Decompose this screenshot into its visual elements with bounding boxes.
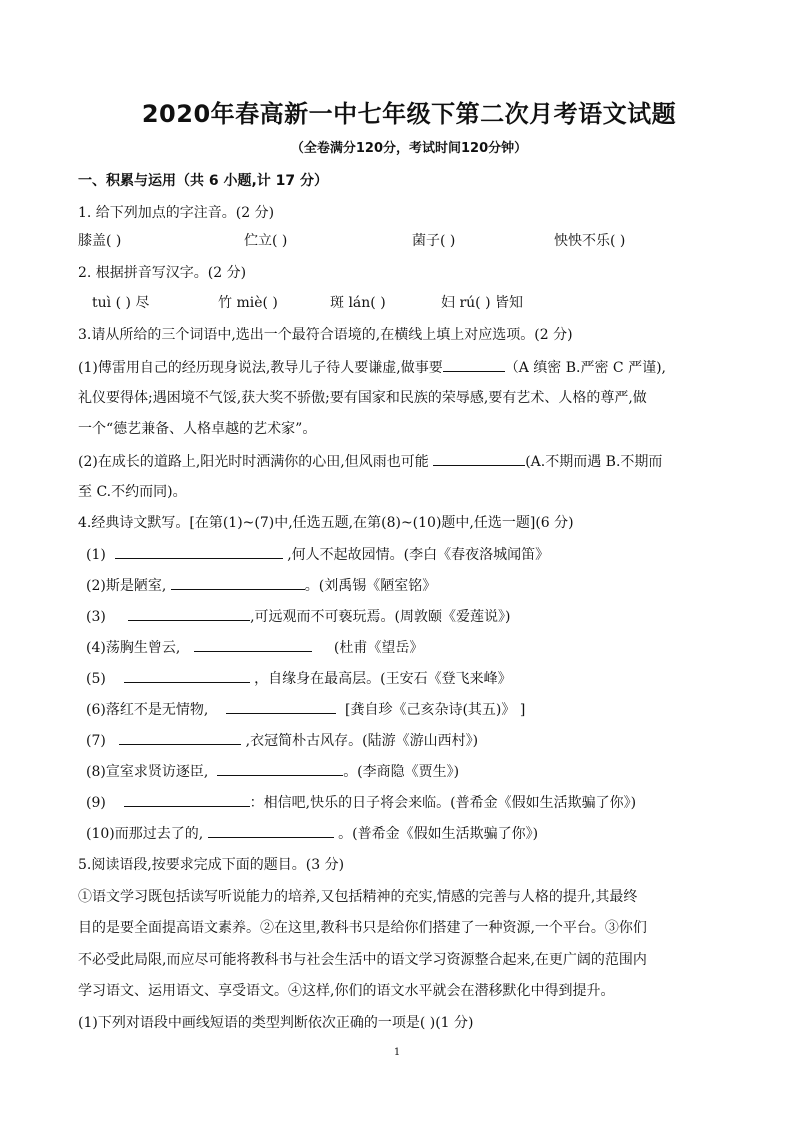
q4-line-8-text: 。(李商隐《贾生》) bbox=[343, 764, 460, 780]
section-heading: 一、积累与运用（共 6 小题,计 17 分） bbox=[78, 173, 329, 189]
exam-subtitle: （全卷满分120分，考试时间120分钟） bbox=[290, 141, 528, 156]
q2-item-4: 妇 rú( ) 皆知 bbox=[441, 295, 523, 311]
q4-line-1-label: (1) bbox=[86, 547, 106, 563]
question-4-stem: 4.经典诗文默写。[在第(1)~(7)中,任选五题,在第(8)~(10)题中,任选一题](6 分) bbox=[78, 515, 574, 531]
answer-blank[interactable] bbox=[433, 451, 525, 466]
q4-line-9 bbox=[86, 792, 636, 813]
q4-line-10 bbox=[86, 823, 538, 844]
q3-part1-line1 bbox=[78, 357, 666, 378]
q3-part2-line2: 至 C.不约而同)。 bbox=[78, 484, 187, 500]
q4-line-2-label: (2)斯是陋室, bbox=[86, 578, 167, 594]
q1-item-2: 伫立( ) bbox=[244, 233, 288, 249]
q5-paragraph-line-4: 学习语文、运用语文、享受语文。④这样,你们的语文水平就会在潜移默化中得到提升。 bbox=[78, 983, 615, 999]
answer-blank[interactable] bbox=[443, 357, 505, 372]
q2-item-2: 竹 miè( ) bbox=[218, 295, 278, 311]
q4-line-4-label: (4)荡胸生曾云, bbox=[86, 640, 181, 656]
answer-blank[interactable] bbox=[208, 823, 334, 838]
q4-line-5-text: ，自缘身在最高层。(王安石《登飞来峰》 bbox=[254, 671, 512, 687]
page-number: 1 bbox=[393, 1047, 401, 1058]
answer-blank[interactable] bbox=[217, 761, 343, 776]
answer-blank[interactable] bbox=[128, 606, 250, 621]
q3-part2-text-a: (2)在成长的道路上,阳光时时洒满你的心田,但风雨也可能 bbox=[78, 454, 429, 470]
q4-line-9-label: (9) bbox=[86, 795, 106, 811]
q4-line-10-text: 。(普希金《假如生活欺骗了你》) bbox=[338, 826, 539, 842]
q5-paragraph-line-1: ①语文学习既包括读写听说能力的培养,又包括精神的充实,情感的完善与人格的提升,其最终 bbox=[78, 889, 638, 905]
q5-paragraph-line-2: 目的是要全面提高语文素养。②在这里,教科书只是给你们搭建了一种资源,一个平台。③你们 bbox=[78, 920, 647, 936]
answer-blank[interactable] bbox=[119, 730, 241, 745]
q4-line-3-label: (3) bbox=[86, 609, 106, 625]
q4-line-6 bbox=[86, 699, 525, 720]
answer-blank[interactable] bbox=[124, 668, 250, 683]
q4-line-10-label: (10)而那过去了的, bbox=[86, 826, 204, 842]
q4-line-2 bbox=[86, 575, 436, 596]
q5-subquestion-1: (1)下列对语段中画线短语的类型判断依次正确的一项是( )(1 分) bbox=[78, 1015, 474, 1031]
q4-line-3-text: ,可远观而不可亵玩焉。(周敦颐《爱莲说》) bbox=[250, 609, 511, 625]
q3-part2-text-b: (A.不期而遇 B.不期而 bbox=[525, 454, 663, 470]
q4-line-7-text: ,衣冠简朴古风存。(陆游《游山西村》) bbox=[245, 733, 479, 749]
q4-line-1-text: ,何人不起故园情。(李白《春夜洛城闻笛》 bbox=[287, 547, 550, 563]
q4-line-7 bbox=[86, 730, 478, 751]
q4-line-7-label: (7) bbox=[86, 733, 106, 749]
q5-paragraph-line-3: 不必受此局限,而应尽可能将教科书与社会生活中的语文学习资源整合起来,在更广阔的范围内 bbox=[78, 952, 647, 968]
q4-line-2-text: 。(刘禹锡《陋室铭》 bbox=[304, 578, 437, 594]
q3-part1-line2: 礼仪要得体;遇困境不气馁,获大奖不骄傲;要有国家和民族的荣辱感,要有艺术、人格的尊严,做 bbox=[78, 390, 647, 406]
answer-blank[interactable] bbox=[171, 575, 305, 590]
question-3-stem: 3.请从所给的三个词语中,选出一个最符合语境的,在横线上填上对应选项。(2 分) bbox=[78, 327, 573, 343]
q2-item-1: tuì ( ) 尽 bbox=[92, 295, 150, 311]
q4-line-5-label: (5) bbox=[86, 671, 106, 687]
q4-line-6-label: (6)落红不是无情物, bbox=[86, 702, 209, 718]
q4-line-6-text: [龚自珍《己亥杂诗(其五)》 ] bbox=[345, 702, 526, 718]
q4-line-4-text: (杜甫《望岳》 bbox=[333, 640, 424, 656]
q3-part1-text-a: (1)傅雷用自己的经历现身说法,教导儿子待人要谦虚,做事要 bbox=[78, 360, 443, 376]
q4-line-4 bbox=[86, 637, 423, 658]
q1-item-1: 膝盖( ) bbox=[78, 233, 122, 249]
q3-part1-text-b: （A 缜密 B.严密 C 严谨), bbox=[504, 360, 667, 376]
answer-blank[interactable] bbox=[194, 637, 312, 652]
page-title: 2020年春高新一中七年级下第二次月考语文试题 bbox=[141, 100, 677, 128]
q4-line-8-label: (8)宣室求贤访逐臣, bbox=[86, 764, 209, 780]
answer-blank[interactable] bbox=[124, 792, 250, 807]
q1-item-4: 怏怏不乐( ) bbox=[554, 233, 626, 249]
q1-item-3: 菌子( ) bbox=[412, 233, 456, 249]
q3-part2-line1 bbox=[78, 451, 662, 472]
q2-item-3: 斑 lán( ) bbox=[330, 295, 386, 311]
answer-blank[interactable] bbox=[226, 699, 336, 714]
q3-part1-line3: 一个“德艺兼备、人格卓越的艺术家”。 bbox=[78, 421, 317, 437]
question-1-stem: 1. 给下列加点的字注音。(2 分) bbox=[78, 205, 275, 221]
q4-line-9-text: ：相信吧,快乐的日子将会来临。(普希金《假如生活欺骗了你》) bbox=[249, 795, 637, 811]
question-2-stem: 2. 根据拼音写汉字。(2 分) bbox=[78, 265, 247, 281]
q4-line-5 bbox=[86, 668, 512, 689]
q4-line-8 bbox=[86, 761, 459, 782]
q4-line-1 bbox=[86, 544, 549, 565]
q4-line-3 bbox=[86, 606, 510, 627]
question-5-stem: 5.阅读语段,按要求完成下面的题目。(3 分) bbox=[78, 857, 345, 873]
answer-blank[interactable] bbox=[115, 544, 283, 559]
